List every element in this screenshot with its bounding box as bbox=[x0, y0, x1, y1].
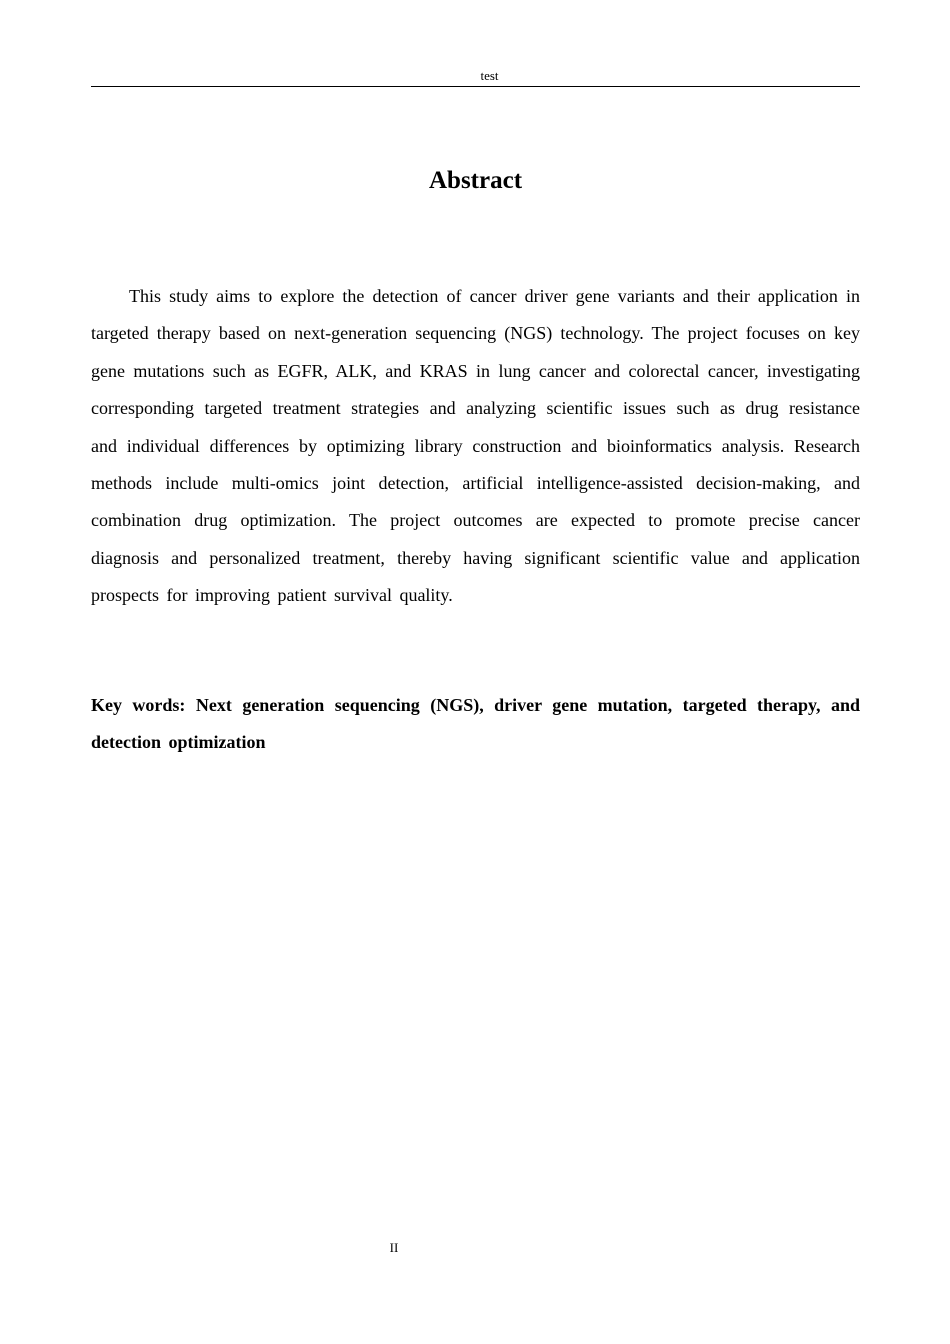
keywords-text: Next generation sequencing (NGS), driver gene mutation, targeted therapy, and detection optimization bbox=[91, 695, 860, 753]
header-rule bbox=[91, 86, 860, 87]
running-header: test bbox=[480, 68, 499, 83]
page-number: II bbox=[389, 1240, 399, 1255]
abstract-title: Abstract bbox=[428, 167, 523, 194]
keywords-label: Key words: bbox=[91, 695, 186, 715]
keywords-paragraph bbox=[91, 687, 860, 762]
abstract-body: This study aims to explore the detection of cancer driver gene variants and their application in targeted therapy based on next-generation sequencing (NGS) technology. The project focuses on key gene mutations such as EGFR, ALK, and KRAS in lung cancer and colorectal cancer, investigating corresponding targeted treatment strategies and analyzing scientific issues such as drug resistance and individual differences by optimizing library construction and bioinformatics analysis. Research methods include multi-omics joint detection, artificial intelligence-assisted decision-making, and combination drug optimization. The project outcomes are expected to promote precise cancer diagnosis and personalized treatment, thereby having significant scientific value and application prospects for improving patient survival quality. bbox=[91, 286, 860, 606]
